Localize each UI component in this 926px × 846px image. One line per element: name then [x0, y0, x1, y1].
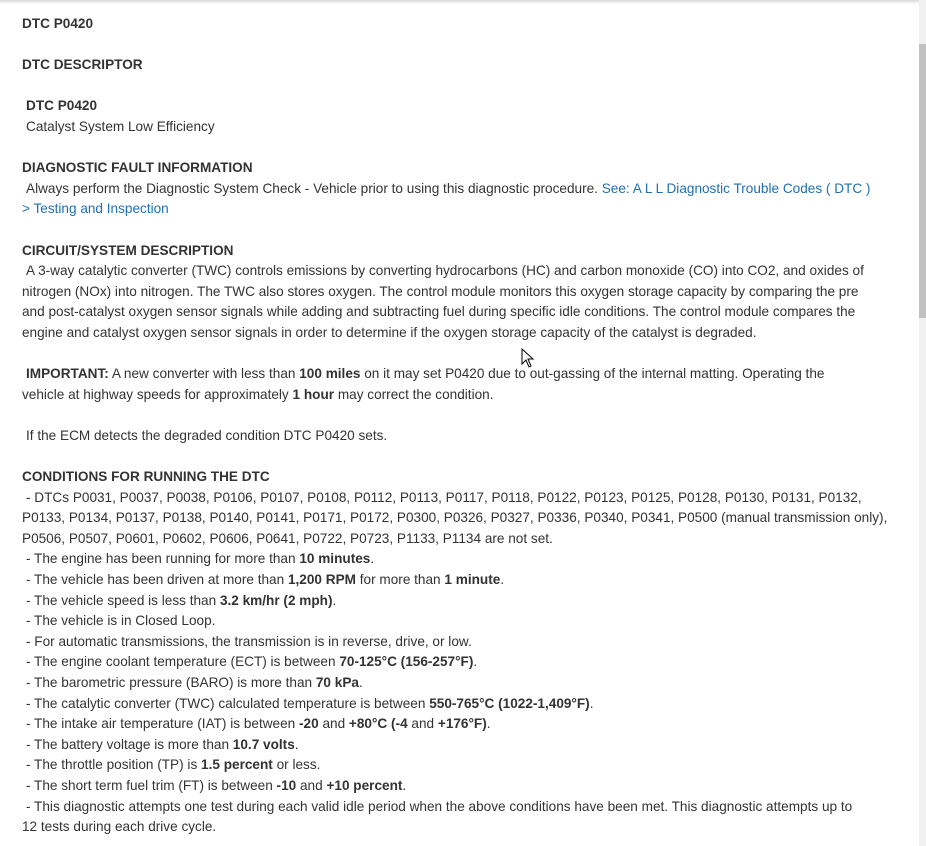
condition-text: - The vehicle has been driven at more than — [26, 572, 285, 588]
descriptor-text: Catalyst System Low Efficiency — [26, 118, 215, 134]
condition-text: . — [402, 777, 407, 793]
dtc-list-line: P0506, P0507, P0601, P0602, P0606, P0641, P0722, P0723, P1133, P1134 are not set. — [22, 530, 553, 546]
condition-item — [22, 673, 902, 694]
important-note — [22, 364, 902, 385]
condition-text: or less. — [276, 757, 321, 773]
condition-text: . — [473, 654, 478, 670]
condition-value: 3.2 km/hr (2 mph) — [219, 592, 333, 608]
condition-text: - The throttle position (TP) is — [26, 757, 198, 773]
condition-value: +176°F) — [437, 716, 487, 732]
condition-text: - The battery voltage is more than — [26, 736, 230, 752]
condition-text: . — [370, 551, 375, 567]
condition-item: - This diagnostic attempts one test during each valid idle period when the above conditions have been met. This diagnostic attempts up to — [26, 798, 853, 814]
condition-value: -10 — [276, 777, 297, 793]
condition-item — [22, 549, 902, 570]
condition-item — [22, 714, 902, 735]
fault-paragraph — [22, 179, 902, 200]
dtc-list-line: P0133, P0134, P0137, P0138, P0140, P0141, P0171, P0172, P0300, P0326, P0327, P0336, P0340, P0341, P0500 (manual transmission only), — [22, 510, 888, 526]
condition-value: +10 percent — [326, 777, 403, 793]
condition-text: - The catalytic converter (TWC) calculated temperature is between — [26, 695, 426, 711]
document-body — [22, 14, 902, 838]
note-text: vehicle at highway speeds for approximately — [22, 386, 289, 402]
condition-value: -20 — [299, 716, 319, 732]
vertical-scrollbar[interactable] — [919, 0, 926, 846]
condition-value: +80°C (-4 — [348, 716, 408, 732]
descriptor-heading: DTC DESCRIPTOR — [22, 57, 143, 73]
top-bar-shadow — [0, 0, 919, 4]
condition-item — [22, 570, 902, 591]
condition-text: . — [358, 675, 363, 690]
condition-value: 10 minutes — [299, 551, 371, 567]
testing-inspection-link[interactable]: > Testing and Inspection — [22, 201, 169, 217]
circuit-heading: CIRCUIT/SYSTEM DESCRIPTION — [22, 242, 234, 258]
dtc-list-line: - DTCs P0031, P0037, P0038, P0106, P0107, P0108, P0112, P0113, P0117, P0118, P0122, P0123, P0125, P0128, P0130, P0131, P0132, — [26, 489, 862, 505]
condition-text: - The engine has been running for more than — [26, 551, 296, 567]
condition-item: - For automatic transmissions, the transmission is in reverse, drive, or low. — [26, 633, 472, 649]
condition-item — [22, 591, 902, 612]
note-text: on it may set P0420 due to out-gassing of the internal matting. Operating the — [364, 366, 825, 382]
condition-text: - The short term fuel trim (FT) is between — [26, 777, 273, 793]
condition-text: . — [486, 716, 491, 732]
important-label: IMPORTANT: — [26, 366, 109, 382]
condition-value: 1 minute — [444, 572, 501, 588]
note-text: may correct the condition. — [337, 386, 494, 402]
condition-value: 1.5 percent — [201, 757, 273, 773]
condition-text: - The vehicle speed is less than — [26, 592, 217, 608]
see-dtc-link[interactable]: See: A L L Diagnostic Trouble Codes ( DTC ) — [601, 180, 871, 196]
conditions-heading: CONDITIONS FOR RUNNING THE DTC — [22, 469, 270, 485]
condition-text: and — [299, 777, 323, 793]
descriptor-code: DTC P0420 — [26, 98, 98, 114]
condition-text: for more than — [359, 572, 441, 588]
condition-item — [22, 652, 902, 673]
condition-text: - The intake air temperature (IAT) is between — [26, 716, 296, 732]
note-value: 100 miles — [299, 366, 361, 382]
note-text: A new converter with less than — [111, 366, 296, 382]
condition-value: 70 kPa — [315, 675, 359, 690]
condition-value: 1,200 RPM — [287, 572, 356, 588]
ecm-text: If the ECM detects the degraded condition DTC P0420 sets. — [26, 427, 388, 443]
condition-text: . — [500, 572, 505, 588]
condition-text: - The engine coolant temperature (ECT) is between — [26, 654, 336, 670]
condition-value: 10.7 volts — [232, 736, 295, 752]
circuit-line: engine and catalyst oxygen sensor signals in order to determine if the oxygen storage capacity of the catalyst is degraded. — [22, 324, 757, 340]
condition-item-continued: 12 tests during each drive cycle. — [22, 819, 217, 835]
document-title: DTC P0420 — [22, 16, 94, 31]
condition-item — [22, 735, 902, 756]
condition-value: 70-125°C (156-257°F) — [339, 654, 474, 670]
condition-item — [22, 755, 902, 776]
fault-heading: DIAGNOSTIC FAULT INFORMATION — [22, 160, 253, 176]
important-note-line-2 — [22, 385, 902, 406]
condition-text: . — [332, 592, 337, 608]
circuit-line: nitrogen (NOx) into nitrogen. The TWC also stores oxygen. The control module monitors this oxygen storage capacity by comparing the pre — [22, 283, 859, 299]
condition-text: and — [322, 716, 346, 732]
condition-text: and — [411, 716, 435, 732]
circuit-line: A 3-way catalytic converter (TWC) controls emissions by converting hydrocarbons (HC) and carbon monoxide (CO) into CO2, and oxides of — [26, 263, 864, 279]
condition-text: . — [589, 695, 594, 711]
mouse-cursor-icon — [521, 348, 535, 368]
fault-text: Always perform the Diagnostic System Check - Vehicle prior to using this diagnostic procedure. — [26, 180, 598, 196]
condition-item — [22, 694, 902, 715]
condition-item: - The vehicle is in Closed Loop. — [26, 613, 216, 629]
condition-value: 550-765°C (1022-1,409°F) — [429, 695, 590, 711]
condition-item — [22, 776, 902, 797]
condition-text: - The barometric pressure (BARO) is more than — [26, 675, 313, 690]
condition-text: . — [294, 736, 299, 752]
circuit-line: and post-catalyst oxygen sensor signals while adding and subtracting fuel during specific idle conditions. The control module compares the — [22, 304, 856, 320]
note-value: 1 hour — [292, 386, 335, 402]
scrollbar-thumb[interactable] — [919, 44, 926, 318]
